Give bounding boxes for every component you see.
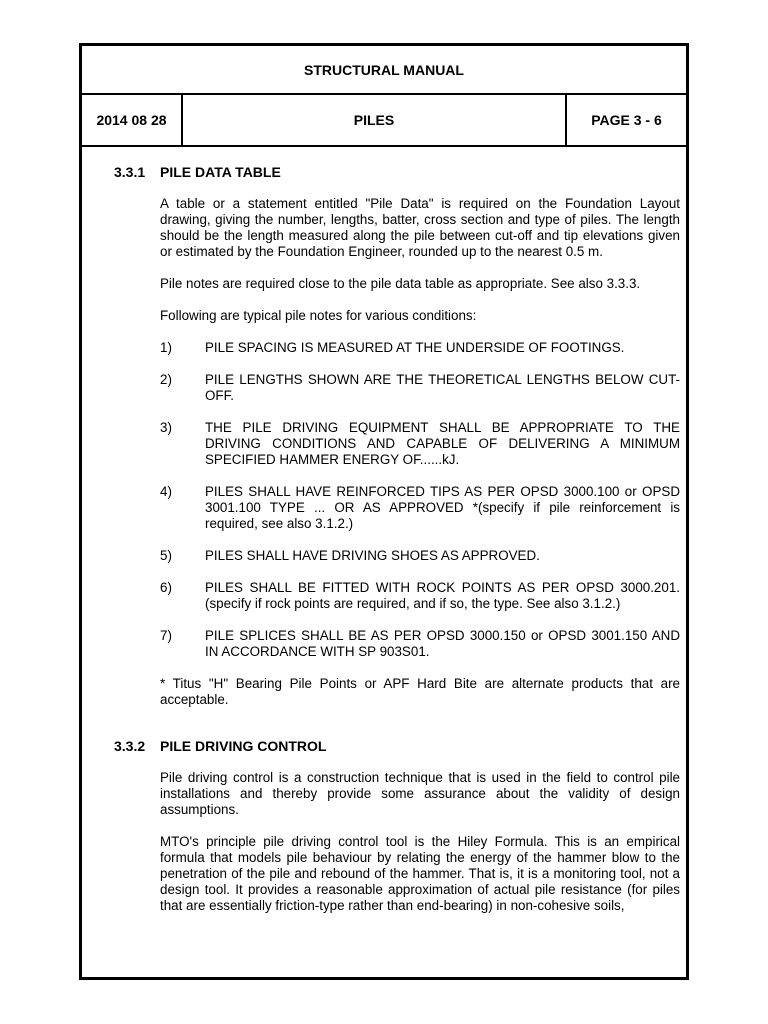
paragraph: Pile notes are required close to the pile data table as appropriate. See also 3.3.3. (160, 276, 641, 291)
note-number: 4) (160, 484, 172, 499)
note-number: 7) (160, 628, 172, 643)
paragraph: Following are typical pile notes for various conditions: (160, 308, 477, 323)
section-gap (114, 724, 680, 738)
section-heading-pile-driving-control (114, 738, 680, 754)
note-number: 1) (160, 340, 172, 355)
pile-note (160, 580, 680, 612)
note-text: PILES SHALL HAVE DRIVING SHOES AS APPROVED. (205, 548, 540, 563)
pile-note (160, 484, 680, 532)
note-text: PILES SHALL BE FITTED WITH ROCK POINTS AS PER OPSD 3000.201. (specify if rock points are required, and if so, the type. See also 3.1.2.) (205, 580, 680, 611)
note-text: PILES SHALL HAVE REINFORCED TIPS AS PER OPSD 3000.100 or OPSD 3001.100 TYPE ... OR AS APPROVED *(specify if pile reinforcement is required, see also 3.1.2.) (205, 484, 680, 531)
footnote: * Titus "H" Bearing Pile Points or APF Hard Bite are alternate products that are acceptable. (160, 676, 680, 707)
note-text: PILE SPACING IS MEASURED AT THE UNDERSIDE OF FOOTINGS. (205, 340, 625, 355)
header-row (82, 95, 686, 147)
section-title: PILE DATA TABLE (160, 164, 281, 180)
pile-note (160, 628, 680, 660)
section-number: 3.3.1 (114, 164, 146, 180)
note-number: 5) (160, 548, 172, 563)
page-frame (79, 43, 689, 980)
chapter-topic: PILES (183, 95, 567, 145)
note-text: PILE SPLICES SHALL BE AS PER OPSD 3000.150 or OPSD 3001.150 AND IN ACCORDANCE WITH SP 903S01. (205, 628, 680, 659)
pile-note (160, 548, 680, 564)
note-number: 6) (160, 580, 172, 595)
pile-note (160, 340, 680, 356)
section-title: PILE DRIVING CONTROL (160, 738, 327, 754)
manual-title: STRUCTURAL MANUAL (82, 46, 686, 95)
section-number: 3.3.2 (114, 738, 146, 754)
page-content (114, 164, 680, 930)
paragraph: A table or a statement entitled "Pile Data" is required on the Foundation Layout drawing, giving the number, lengths, batter, cross section and type of piles. The length should be the length measured along the pile between cut-off and tip elevations given or estimated by the Foundation Engineer, rounded up to the nearest 0.5 m. (160, 196, 680, 259)
revision-date: 2014 08 28 (82, 95, 183, 145)
section-heading-pile-data-table (114, 164, 680, 180)
pile-note (160, 420, 680, 468)
page-number: PAGE 3 - 6 (591, 112, 662, 128)
note-number: 3) (160, 420, 172, 435)
paragraph: MTO's principle pile driving control tool is the Hiley Formula. This is an empirical formula that models pile behaviour by relating the energy of the hammer blow to the penetration of the pile and rebound of the hammer. That is, it is a monitoring tool, not a design tool. It provides a reasonable approximation of actual pile resistance (for piles that are essentially friction-type rather than end-bearing) in non-cohesive soils, (160, 834, 680, 913)
note-text: THE PILE DRIVING EQUIPMENT SHALL BE APPROPRIATE TO THE DRIVING CONDITIONS AND CAPABLE OF DELIVERING A MINIMUM SPECIFIED HAMMER ENERGY OF......kJ. (205, 420, 680, 467)
pile-note (160, 372, 680, 404)
note-number: 2) (160, 372, 172, 387)
note-text: PILE LENGTHS SHOWN ARE THE THEORETICAL LENGTHS BELOW CUT-OFF. (205, 372, 680, 403)
paragraph: Pile driving control is a construction technique that is used in the field to control pile installations and thereby provide some assurance about the validity of design assumptions. (160, 770, 680, 817)
